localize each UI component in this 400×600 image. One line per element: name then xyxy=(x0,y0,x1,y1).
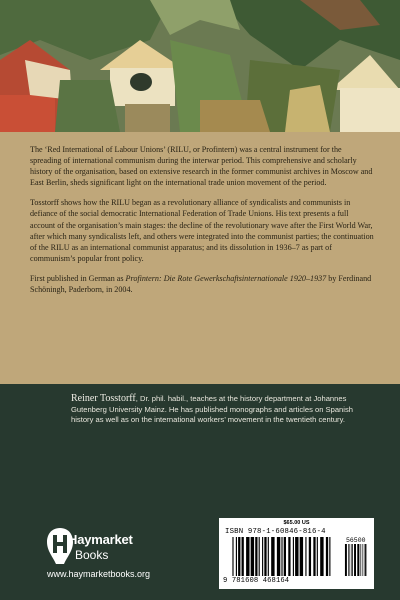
barcode-bar xyxy=(317,537,318,576)
barcode-bar xyxy=(284,537,286,576)
publisher-website: www.haymarketbooks.org xyxy=(47,569,151,579)
isbn-label: ISBN 978-1-60846-816-4 xyxy=(225,528,326,536)
barcode-bar xyxy=(348,544,349,576)
blurb-paragraph-2: Tosstorff shows how the RILU began as a revolutionary alliance of syndicalists and communists in defiance of the social democratic International Federation of Trade Unions. His text presents a full account of the organisation’s main stages: the decline of the revolutionary wave after the First World War, after which many syndicalists left, and others were integrated into the communist parties; the continuation of the RILU as an international communist apparatus; and its dissolution in 1936–7 as part of communism’s popular front policy. xyxy=(30,198,374,263)
ean-barcode-bars xyxy=(229,537,335,576)
blurb-paragraph-1: The ‘Red International of Labour Unions’ (RILU, or Profintern) was a central instrument for the spreading of international communism during the interwar period. This comprehensive and scholarly history of the organisation, based on extensive research in the former communist archives in Moscow and East Berlin, sheds significant light on the international trade union movement of the period. xyxy=(30,145,373,188)
barcode-bar xyxy=(288,537,290,576)
barcode-bar xyxy=(264,537,266,576)
barcode-bar xyxy=(357,544,359,576)
barcode-bar xyxy=(350,544,351,576)
german-title: Profintern: Die Rote Gewerkschaftsinternationale 1920–1937 xyxy=(125,273,327,283)
barcode-bar xyxy=(238,537,240,576)
barcode-bar xyxy=(271,537,274,576)
author-name: Reiner Tosstorff xyxy=(71,393,136,404)
barcode-bar xyxy=(360,544,361,576)
barcode-bar xyxy=(295,537,298,576)
barcode-bar xyxy=(313,537,315,576)
publication-note-suffix: by Ferdinand Schöningh, Paderborn, in 2004. xyxy=(30,273,372,295)
publication-note-prefix: First published in German as xyxy=(30,273,126,283)
barcode-bar xyxy=(277,537,280,576)
barcode-bar xyxy=(362,544,363,576)
barcode-bar xyxy=(345,544,347,576)
barcode-bar xyxy=(364,544,365,576)
barcode-bar xyxy=(246,537,249,576)
price-addon-number: 56500 xyxy=(346,537,366,544)
publication-note xyxy=(30,273,375,295)
barcode-bar xyxy=(320,537,323,576)
barcode-bar xyxy=(268,537,269,576)
barcode-bar xyxy=(293,537,294,576)
barcode-bar xyxy=(300,537,303,576)
barcode-bar xyxy=(305,537,306,576)
addon-barcode-bars xyxy=(343,544,369,576)
barcode-bar xyxy=(351,544,352,576)
barcode-bar xyxy=(259,537,260,576)
author-note xyxy=(71,394,377,426)
barcode-bar xyxy=(262,537,263,576)
barcode-bar xyxy=(242,537,244,576)
publisher-logo xyxy=(46,527,166,567)
barcode-box xyxy=(219,518,374,589)
barcode-bar xyxy=(354,544,356,576)
barcode-bar xyxy=(309,537,311,576)
barcode-bar xyxy=(236,537,237,576)
barcode-bar xyxy=(281,537,282,576)
barcode-bar xyxy=(329,537,330,576)
ean-digits: 9 781608 468164 xyxy=(223,577,290,585)
barcode-bar xyxy=(255,537,257,576)
price-label: $65.00 US xyxy=(283,520,310,526)
landscape-painting-image xyxy=(0,0,400,132)
cover-painting xyxy=(0,0,400,132)
publisher-name: Haymarket xyxy=(68,532,133,547)
blurb-text xyxy=(30,144,375,304)
publisher-books-label: Books xyxy=(75,548,109,562)
barcode-bar xyxy=(365,544,366,576)
barcode-bar xyxy=(232,537,233,576)
barcode-bar xyxy=(326,537,328,576)
author-bio: , Dr. phil. habil., teaches at the history department at Johannes Gutenberg University Mainz. He has published monographs and articles on Spanish history as well as on the international workers’ movement in the twentieth century. xyxy=(71,394,353,425)
barcode-bar xyxy=(251,537,254,576)
